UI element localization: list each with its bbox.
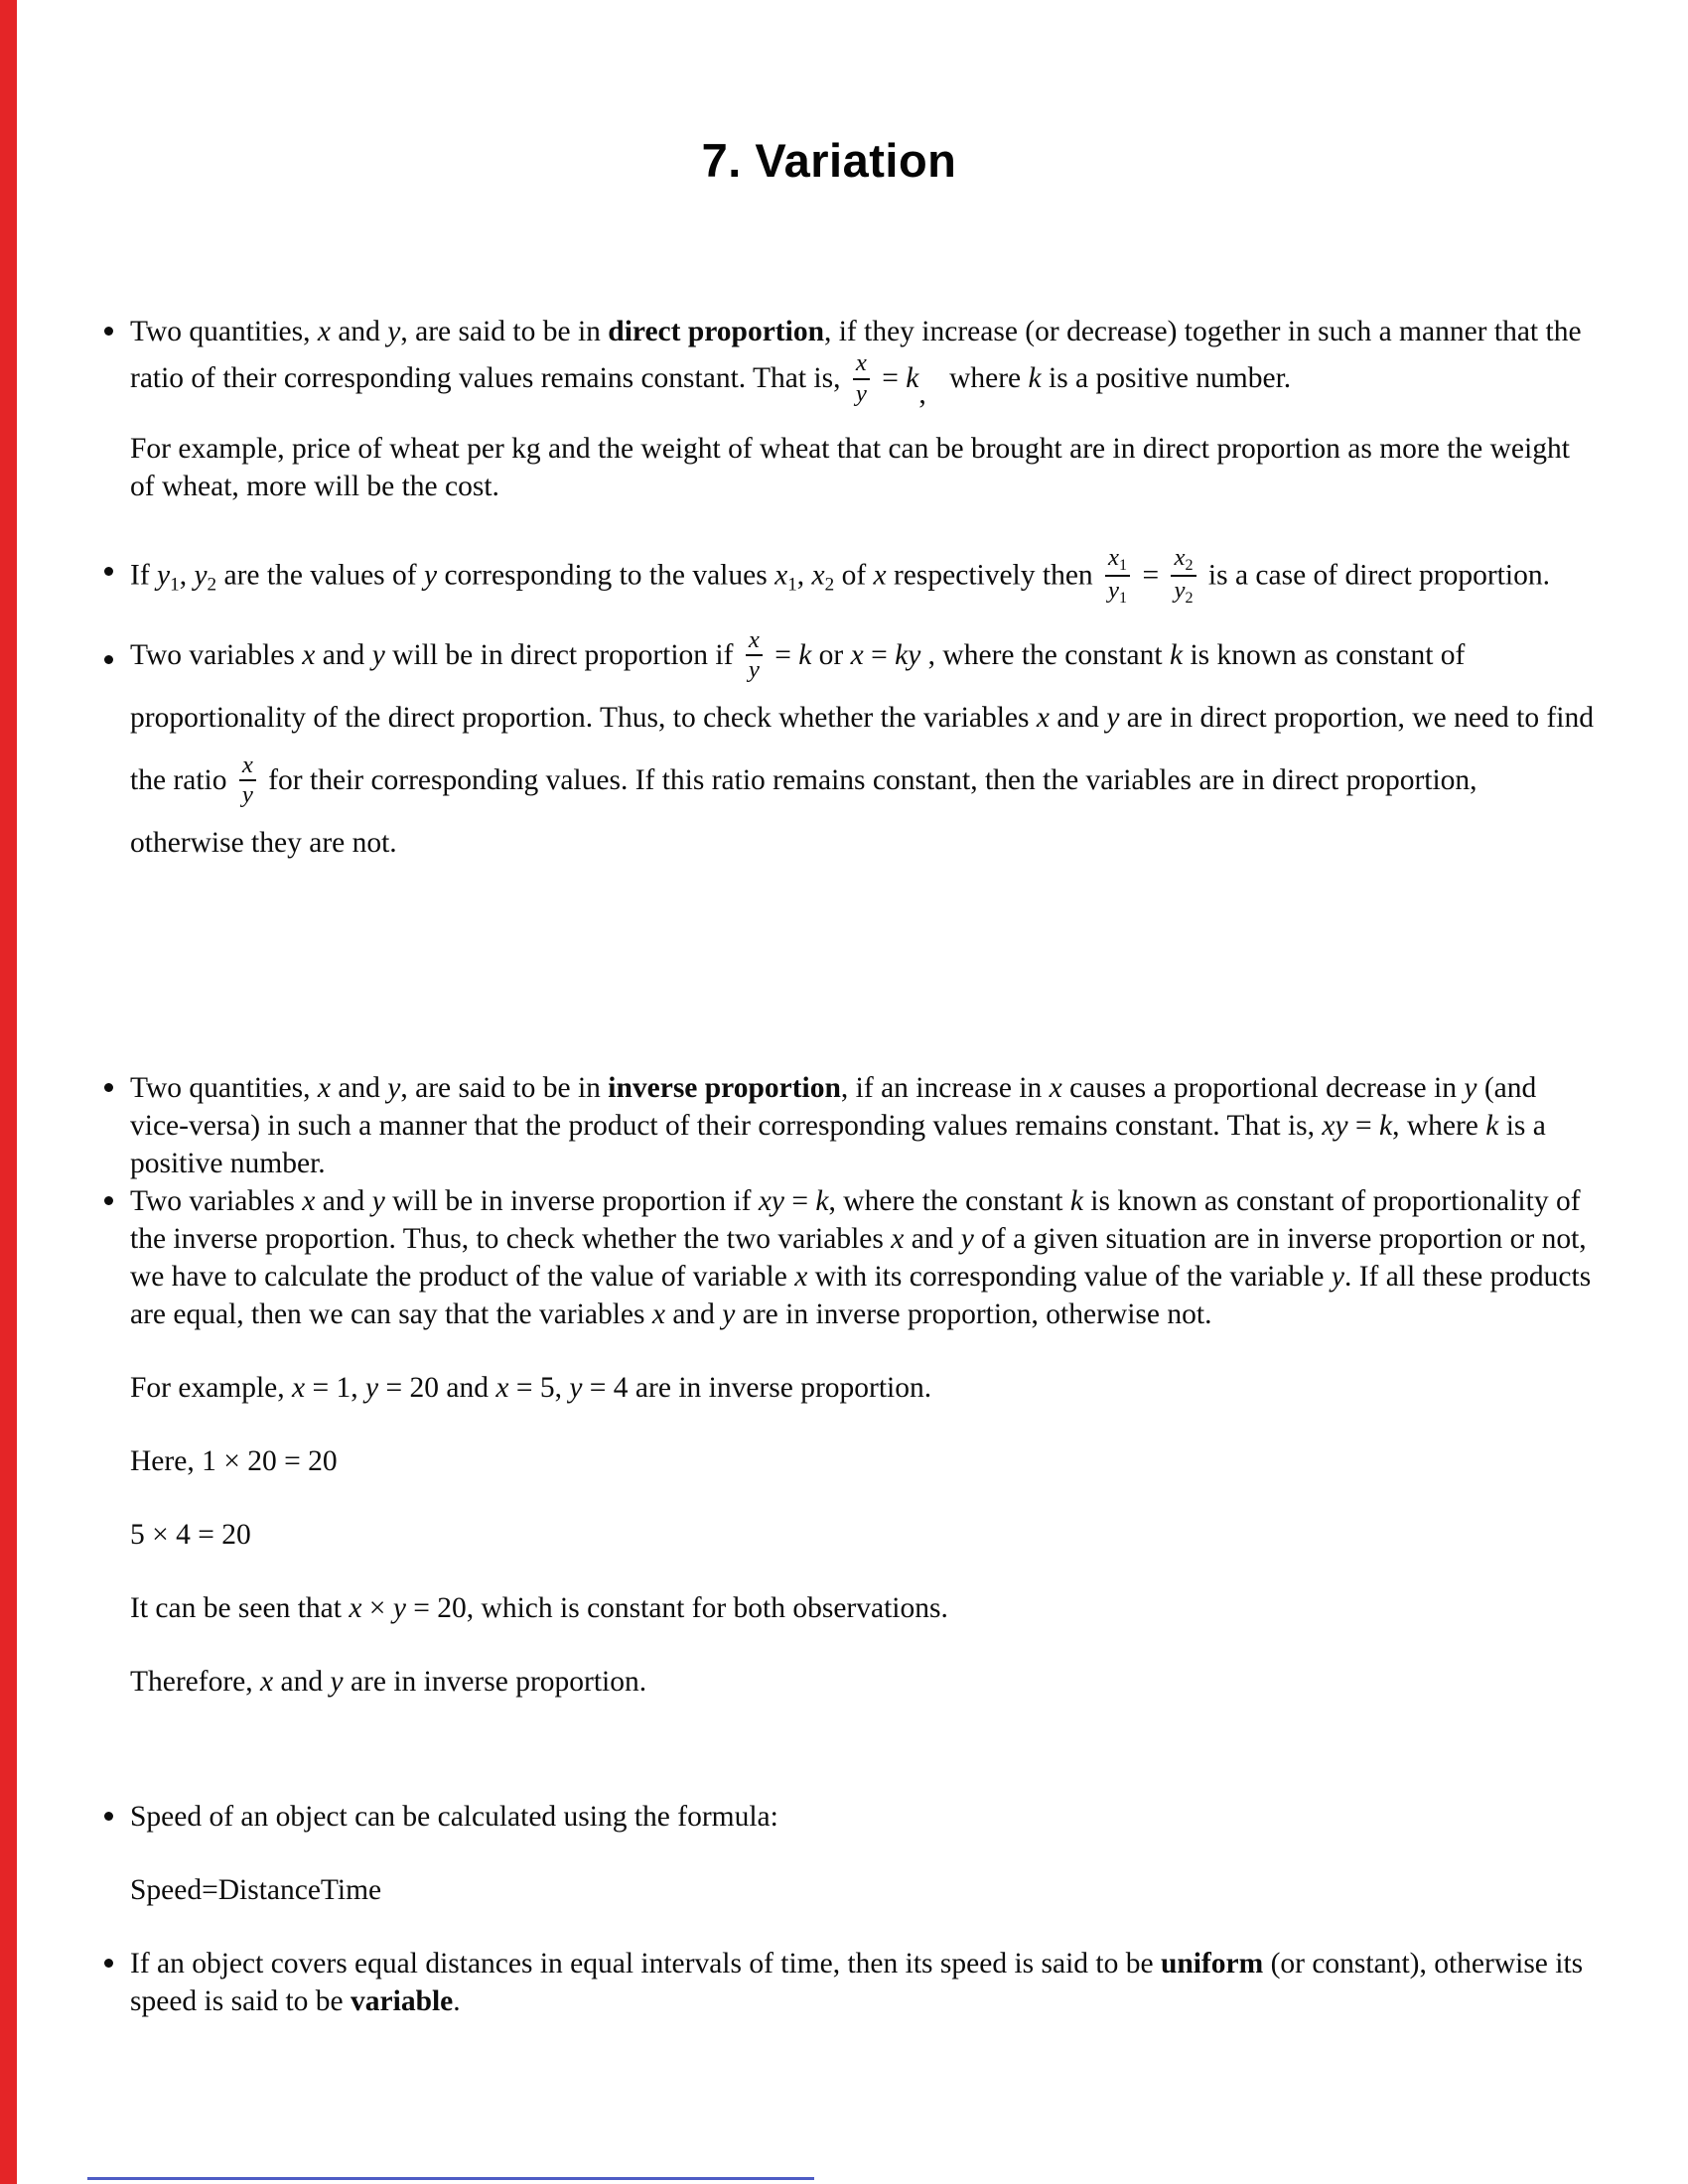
text-run: 2	[1185, 589, 1194, 607]
text-run: 1	[1119, 556, 1128, 574]
text-run: y	[855, 379, 867, 407]
text-run: k	[815, 1184, 829, 1217]
text-run: y	[365, 1371, 379, 1404]
text-run: and	[1049, 701, 1107, 734]
text-run: and	[330, 1071, 388, 1104]
text-run: Two quantities,	[130, 1071, 318, 1104]
text-run: y	[371, 1184, 385, 1217]
bullet-item	[104, 1945, 1594, 2020]
text-run: , where the constant	[828, 1184, 1070, 1217]
text-run: x	[651, 1297, 665, 1330]
bullet-marker	[104, 327, 113, 336]
text-run: ,	[918, 378, 926, 411]
text-run: =	[1347, 1109, 1379, 1142]
bullet-marker	[104, 655, 113, 664]
paragraph	[104, 1589, 1594, 1627]
text-run: = 5,	[508, 1371, 570, 1404]
text-run: x	[317, 1071, 331, 1104]
text-run: k	[1485, 1109, 1499, 1142]
text-run: .	[453, 1984, 461, 2017]
text-run: ×	[361, 1591, 393, 1624]
text-run: 1	[787, 573, 797, 595]
text-run: y	[569, 1371, 583, 1404]
text-run: x	[855, 349, 867, 376]
text-run: Speed of an object can be calculated using the formula:	[130, 1800, 778, 1833]
text-run: are in direct proportion, we need to find the ratio	[130, 701, 1594, 796]
text-run: of	[834, 559, 874, 592]
text-run: y	[194, 559, 208, 592]
bullet-marker	[104, 1959, 113, 1968]
text-run: x	[241, 751, 253, 778]
text-run: , if an increase in	[840, 1071, 1050, 1104]
text-run: ky	[895, 638, 921, 671]
text-run: for their corresponding values. If this ratio remains constant, then the variables are in direct proportion, otherwise they are not.	[130, 763, 1477, 859]
bullet-item	[104, 1182, 1594, 1333]
bullet-item	[104, 545, 1594, 609]
paragraph	[104, 1369, 1594, 1407]
text-run: y	[392, 1591, 406, 1624]
text-run: x	[1174, 543, 1186, 571]
text-run: y	[371, 638, 385, 671]
text-run: k	[1169, 638, 1184, 671]
text-run: 5 × 4 = 20	[130, 1518, 251, 1551]
text-run: Two variables	[130, 638, 303, 671]
text-run: 2	[207, 573, 217, 595]
bullet-item	[104, 1069, 1594, 1182]
fraction	[853, 350, 870, 408]
text-run: , where the constant	[920, 638, 1170, 671]
text-run: y	[387, 1071, 401, 1104]
text-run: , are said to be in	[400, 1071, 609, 1104]
paragraph	[104, 1663, 1594, 1701]
text-run: (or constant), otherwise its speed is said to be	[130, 1947, 1584, 2017]
text-run: y	[1108, 576, 1120, 604]
text-run: For example, price of wheat per kg and the weight of wheat that can be brought are in direct proportion as more the weight of wheat, more will be the cost.	[130, 432, 1570, 502]
bullet-item	[104, 1798, 1594, 1836]
text-run: x	[260, 1665, 274, 1698]
text-run: respectively then	[886, 559, 1101, 592]
paragraph	[104, 1442, 1594, 1480]
text-run: will be in direct proportion if	[384, 638, 741, 671]
text-run: x	[317, 316, 331, 347]
text-run: k	[798, 638, 812, 671]
text-run: , where	[1392, 1109, 1486, 1142]
text-run: . If all these products are equal, then we can say that the variables	[130, 1260, 1592, 1330]
text-run: x	[495, 1371, 509, 1404]
bullet-item	[104, 313, 1594, 411]
text-run: x	[794, 1260, 808, 1293]
text-run: of a given situation are in inverse proportion or not, we have to calculate the product of the value of variable	[130, 1222, 1587, 1293]
text-run: x	[748, 625, 760, 653]
fraction	[239, 752, 256, 810]
bullet-marker	[104, 1812, 113, 1821]
text-run: where	[941, 362, 1029, 395]
text-run: causes a proportional decrease in	[1061, 1071, 1465, 1104]
text-run: y	[424, 559, 438, 592]
text-run: k	[1378, 1109, 1393, 1142]
text-run: x	[302, 1184, 316, 1217]
text-run: y	[1331, 1260, 1344, 1293]
text-run: Here, 1 × 20 = 20	[130, 1444, 338, 1477]
page-body	[104, 0, 1623, 2020]
text-run: x	[891, 1222, 905, 1255]
text-run: =	[767, 638, 799, 671]
text-run: 1	[170, 573, 180, 595]
text-run: with its corresponding value of the variable	[807, 1260, 1332, 1293]
text-run: y	[387, 316, 401, 347]
text-run: and	[315, 638, 372, 671]
text-run: and	[330, 316, 388, 347]
text-run: y	[960, 1222, 974, 1255]
text-run: y	[1464, 1071, 1477, 1104]
text-run: x	[1036, 701, 1050, 734]
text-run: k	[1069, 1184, 1083, 1217]
text-run: y	[330, 1665, 344, 1698]
text-run: It can be seen that	[130, 1591, 350, 1624]
text-run: x	[811, 559, 825, 592]
fraction	[1105, 545, 1130, 607]
text-run: and	[664, 1297, 723, 1330]
text-run: y	[1106, 701, 1120, 734]
text-run: inverse proportion	[608, 1071, 841, 1104]
text-run: ,	[796, 559, 812, 592]
text-run: x	[292, 1371, 306, 1404]
text-run: xy	[1322, 1109, 1348, 1142]
text-run: 1	[1119, 589, 1128, 607]
text-run: direct proportion	[608, 316, 824, 347]
text-run: 2	[1185, 556, 1194, 574]
text-run: =	[1135, 559, 1167, 592]
text-run: k	[906, 362, 919, 395]
text-run: = 4 are in inverse proportion.	[582, 1371, 932, 1404]
text-run: corresponding to the values	[437, 559, 775, 592]
text-run: y	[157, 559, 171, 592]
text-run: y	[241, 781, 253, 809]
text-run: uniform	[1160, 1947, 1264, 1979]
text-run: If an object covers equal distances in equal intervals of time, then its speed is said to be	[130, 1947, 1161, 1979]
bullet-marker	[104, 1083, 113, 1092]
text-run: x	[873, 559, 887, 592]
bullet-marker	[104, 567, 113, 576]
text-run: are in inverse proportion, otherwise not.	[735, 1297, 1212, 1330]
text-run: =	[863, 638, 896, 671]
text-run: = 1,	[305, 1371, 366, 1404]
text-run: is a positive number.	[1041, 362, 1292, 395]
text-run: is known as constant of proportionality of the inverse proportion. Thus, to check whether the two variables	[130, 1184, 1581, 1255]
text-run: =	[784, 1184, 816, 1217]
bullet-item	[104, 624, 1594, 875]
text-run: =	[874, 362, 907, 395]
text-run: and	[904, 1222, 961, 1255]
text-run: ,	[179, 559, 195, 592]
text-run: Two quantities,	[130, 316, 318, 347]
text-run: y	[1174, 576, 1186, 604]
text-run: and	[273, 1665, 331, 1698]
text-run: is a positive number.	[130, 1109, 1546, 1179]
text-run: and	[315, 1184, 372, 1217]
paragraph	[104, 1516, 1594, 1554]
text-run: Two variables	[130, 1184, 303, 1217]
text-run: variable	[351, 1984, 454, 2017]
text-run: Speed=DistanceTime	[130, 1873, 382, 1906]
text-run: is known as constant of proportionality of the direct proportion. Thus, to check whether the variables	[130, 638, 1466, 734]
page-bottom-line	[87, 2177, 814, 2180]
fraction	[1171, 545, 1196, 607]
text-run: , if they increase (or decrease) together in such a manner that the ratio of their corresponding values remains constant. That is,	[130, 316, 1582, 395]
text-run: x	[1049, 1071, 1062, 1104]
text-run: x	[850, 638, 864, 671]
text-run: y	[748, 656, 760, 684]
text-run: x	[1108, 543, 1120, 571]
text-run: , are said to be in	[400, 316, 609, 347]
text-run: = 20 and	[378, 1371, 496, 1404]
text-run: Therefore,	[130, 1665, 261, 1698]
content-blocks	[104, 313, 1623, 2020]
text-run: are the values of	[216, 559, 424, 592]
text-run: = 20, which is constant for both observations.	[405, 1591, 948, 1624]
text-run: x	[302, 638, 316, 671]
text-run: is a case of direct proportion.	[1200, 559, 1550, 592]
text-run: will be in inverse proportion if	[384, 1184, 759, 1217]
paragraph	[104, 1871, 1594, 1909]
text-run: y	[722, 1297, 736, 1330]
text-run: are in inverse proportion.	[343, 1665, 647, 1698]
text-run: k	[1028, 362, 1042, 395]
text-run: For example,	[130, 1371, 293, 1404]
text-run: If	[130, 559, 158, 592]
paragraph	[104, 430, 1594, 505]
text-run: x	[774, 559, 788, 592]
text-run: x	[349, 1591, 362, 1624]
page-edge-red-bar	[0, 0, 17, 2184]
bullet-marker	[104, 1196, 113, 1205]
page-title: 7. Variation	[701, 134, 957, 187]
text-run: (and vice-versa) in such a manner that the product of their corresponding values remains constant. That is,	[130, 1071, 1537, 1142]
text-run: xy	[758, 1184, 785, 1217]
text-run: 2	[824, 573, 835, 595]
text-run: or	[811, 638, 851, 671]
fraction	[746, 627, 763, 685]
